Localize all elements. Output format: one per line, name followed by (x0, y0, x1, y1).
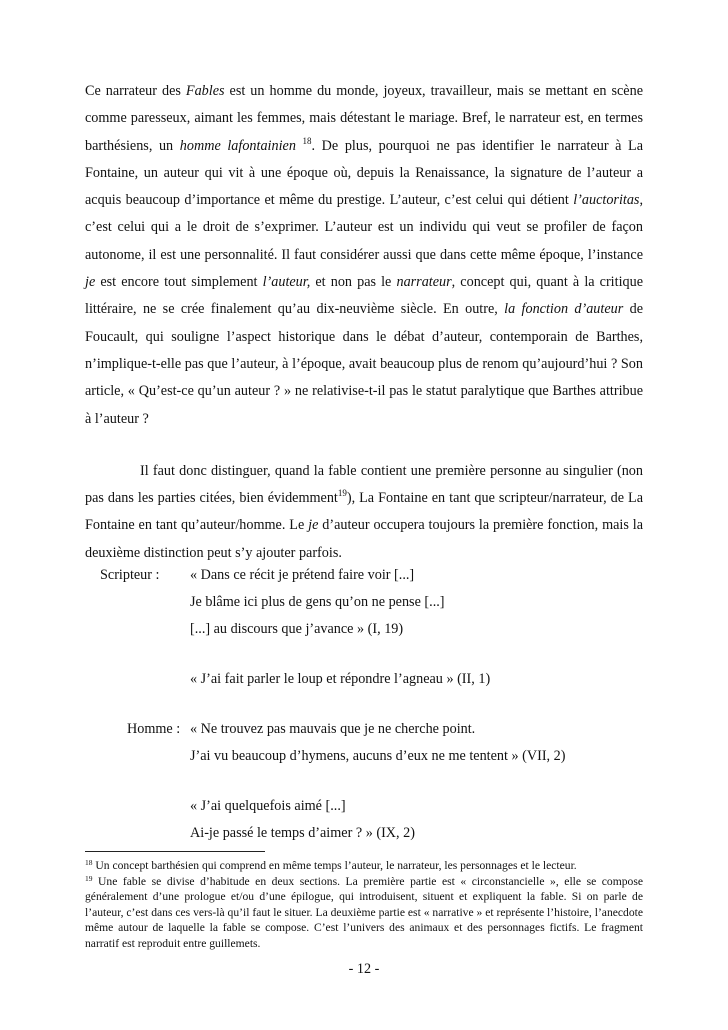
text-run: , c’est celui qui a le droit de s’exprimer. L’auteur est un individu qui veut se profiler de façon autonome, il est une personnalité. Il faut considérer aussi que dans cette même époque, l’instance (85, 192, 643, 263)
italic-narrateur: narrateur (396, 274, 452, 291)
text-run: . De plus, pourquoi ne pas identifier le narrateur à La Fontaine, un auteur qui vit à une époque où, depuis la Renaissance, la signature de l’auteur a acquis beaucoup d’importance et même du prestige. L’auteur, c’est celui qui détient (85, 137, 644, 209)
text-run: de Foucault, qui souligne l’aspect historique dans le débat d’auteur, contemporain de Barthes, n’implique-t-elle pas que l’auteur, à l’époque, avait beaucoup plus de renom qu’aujourd’hui ? Son article, « Qu’est-ce qu’un auteur ? » ne relativise-t-il pas le statut paralytique que Barthes attribue à l’auteur ? (85, 301, 643, 427)
quote-line: [...] au discours que j’avance » (I, 19) (190, 621, 404, 637)
text-run: d’auteur occupera toujours la première fonction, mais la deuxième distinction peut s’y ajouter parfois. (85, 517, 643, 561)
text-run: est encore tout simplement (95, 274, 263, 291)
quote-line: « Ne trouvez pas mauvais que je ne cherche point. (190, 721, 476, 737)
italic-je: je (308, 517, 319, 534)
italic-fonction-auteur: la fonction d’auteur (504, 301, 624, 318)
text-run: ), La Fontaine en tant que scripteur/narrateur, de La Fontaine en tant qu’auteur/homme. Le (85, 490, 643, 534)
footnotes (85, 858, 643, 952)
quote-line: « J’ai fait parler le loup et répondre l’agneau » (II, 1) (190, 671, 491, 687)
footnote-text: Un concept barthésien qui comprend en même temps l’auteur, le narrateur, les personnages et le lecteur. (92, 859, 577, 872)
quote-line: « J’ai quelquefois aimé [...] (190, 798, 346, 814)
scripteur-label: Scripteur : (100, 567, 160, 583)
footnote-ref-19[interactable]: 19 (337, 488, 347, 499)
quote-line: « Dans ce récit je prétend faire voir [...] (190, 567, 415, 583)
text-run: et non pas le (310, 274, 397, 291)
quote-line: J’ai vu beaucoup d’hymens, aucuns d’eux ne me tentent » (VII, 2) (190, 748, 566, 764)
quote-line: Ai-je passé le temps d’aimer ? » (IX, 2) (190, 825, 415, 841)
text-run: , concept qui, quant à la critique littéraire, ne se crée finalement qu’au dix-neuvième siècle. En outre, (85, 274, 643, 318)
footnote-number: 18 (85, 858, 93, 867)
text-run: Ce narrateur des (85, 83, 186, 99)
italic-auteur: l’auteur, (262, 274, 311, 291)
italic-fables: Fables (185, 83, 225, 99)
text-run: Il faut donc distinguer, quand la fable contient une première personne au singulier (non pas dans les parties citées, bien évidemment (85, 462, 643, 507)
footnote-number: 19 (85, 873, 93, 883)
footnote-18 (85, 858, 643, 874)
footnote-text: Une fable se divise d’habitude en deux sections. La première partie est « circonstancielle », elle se compose généralement d’une prologue et/ou d’une épilogue, qui introduisent, situent et expliquent la fable. Si on parle de l’auteur, c’est dans ces vers-là qu’il faut le situer. La deuxième partie est « narrative » et représente l’histoire, l’anecdote même autour de laquelle la fable se compose. C’est l’univers des animaux et des personnages fictifs. Le fragment narratif est reproduit entre guillemets. (85, 874, 643, 950)
text-run: est un homme du monde, joyeux, travailleur, mais se mettant en scène comme paresseux, aimant les femmes, mais détestant le mariage. Bref, le narrateur est, en termes barthésiens, un (85, 83, 643, 154)
quote-line: Je blâme ici plus de gens qu’on ne pense [...] (190, 594, 445, 610)
paragraph-narrateur (85, 78, 643, 433)
footnote-19 (85, 874, 643, 952)
footnote-separator (85, 851, 265, 852)
paragraph-distinction (85, 458, 643, 567)
homme-label: Homme : (127, 721, 181, 737)
footnote-ref-18[interactable]: 18 (302, 135, 312, 146)
body-text (85, 78, 643, 567)
page-number: - 12 - (348, 961, 380, 977)
italic-auctoritas: l’auctoritas (573, 192, 640, 209)
italic-homme-lafontainien: homme lafontainien (179, 137, 296, 154)
italic-je: je (85, 274, 96, 291)
